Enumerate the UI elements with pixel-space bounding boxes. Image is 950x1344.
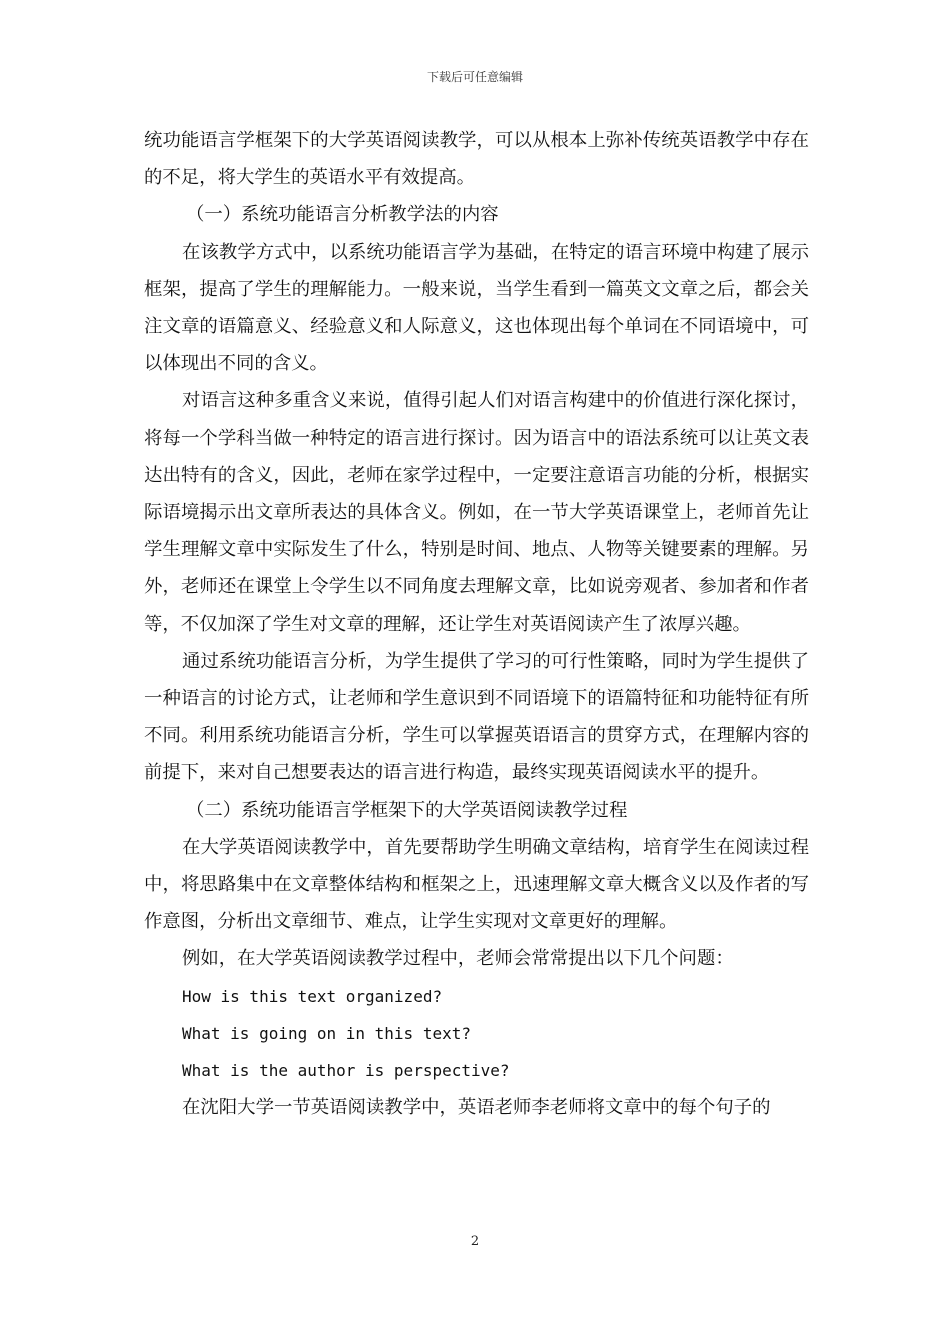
- paragraph: 通过系统功能语言分析，为学生提供了学习的可行性策略，同时为学生提供了一种语言的讨论方式，让老师和学生意识到不同语境下的语篇特征和功能特征有所不同。利用系统功能语言分析，学生可以掌握英语语言的贯穿方式，在理解内容的前提下，来对自己想要表达的语言进行构造，最终实现英语阅读水平的提升。: [144, 650, 809, 784]
- page-header: 下载后可任意编辑: [426, 70, 523, 84]
- section-heading-2: （二）系统功能语言学框架下的大学英语阅读教学过程: [186, 799, 628, 821]
- paragraph: 在沈阳大学一节英语阅读教学中，英语老师李老师将文章中的每个句子的: [182, 1097, 771, 1119]
- question-line: How is this text organized?: [182, 986, 443, 1006]
- paragraph: 例如，在大学英语阅读教学过程中，老师会常常提出以下几个问题：: [182, 948, 734, 970]
- paragraph: 在该教学方式中，以系统功能语言学为基础，在特定的语言环境中构建了展示框架，提高了学生的理解能力。一般来说，当学生看到一篇英文文章之后，都会关注文章的语篇意义、经验意义和人际意义，这也体现出每个单词在不同语境中，可以体现出不同的含义。: [144, 241, 809, 375]
- paragraph: 在大学英语阅读教学中，首先要帮助学生明确文章结构，培育学生在阅读过程中，将思路集中在文章整体结构和框架之上，迅速理解文章大概含义以及作者的写作意图，分析出文章细节、难点，让学生实现对文章更好的理解。: [144, 836, 809, 933]
- section-heading-1: （一）系统功能语言分析教学法的内容: [186, 204, 499, 226]
- document-body: [144, 122, 809, 1126]
- paragraph: 对语言这种多重含义来说，值得引起人们对语言构建中的价值进行深化探讨，将每一个学科当做一种特定的语言进行探讨。因为语言中的语法系统可以让英文表达出特有的含义，因此，老师在家学过程中，一定要注意语言功能的分析，根据实际语境揭示出文章所表达的具体含义。例如，在一节大学英语课堂上，老师首先让学生理解文章中实际发生了什么，特别是时间、地点、人物等关键要素的理解。另外，老师还在课堂上令学生以不同角度去理解文章，比如说旁观者、参加者和作者等，不仅加深了学生对文章的理解，还让学生对英语阅读产生了浓厚兴趣。: [144, 390, 809, 635]
- question-line: What is the author is perspective?: [182, 1061, 510, 1081]
- page-number: 2: [470, 1234, 480, 1249]
- paragraph-continuation: 统功能语言学框架下的大学英语阅读教学，可以从根本上弥补传统英语教学中存在的不足，将大学生的英语水平有效提高。: [144, 130, 809, 189]
- question-line: What is going on in this text?: [182, 1023, 471, 1043]
